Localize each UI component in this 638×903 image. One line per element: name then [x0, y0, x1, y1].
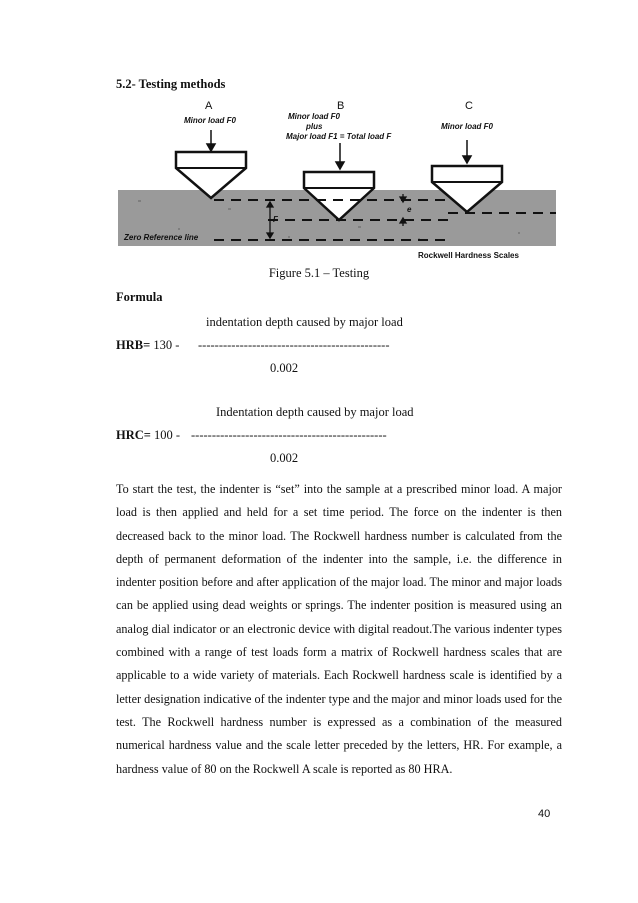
hrc-label: HRC= [116, 428, 151, 442]
label-c-desc: Minor load F0 [441, 122, 493, 131]
label-e: e [407, 205, 412, 214]
label-a-desc: Minor load F0 [184, 116, 236, 125]
rockwell-test-figure [118, 96, 556, 266]
hrb-formula-line [116, 338, 179, 353]
label-f: F [273, 215, 278, 224]
hrc-fraction-bar: ----------------------------------------------- [191, 428, 387, 442]
scales-label: Rockwell Hardness Scales [418, 251, 519, 260]
section-heading: 5.2- Testing methods [116, 77, 226, 91]
zero-reference-label: Zero Reference line [124, 233, 199, 242]
label-c: C [465, 100, 473, 112]
label-b-desc3: Major load F1 = Total load F [286, 132, 392, 141]
hrc-denominator: 0.002 [270, 451, 299, 465]
hrc-numerator: Indentation depth caused by major load [216, 405, 414, 419]
hrc-formula-line [116, 428, 180, 443]
hrb-numerator: indentation depth caused by major load [206, 315, 403, 329]
label-b: B [337, 100, 345, 112]
page-number: 40 [538, 808, 551, 820]
hrb-label: HRB= [116, 338, 151, 352]
formula-title: Formula [116, 290, 163, 304]
label-a: A [205, 100, 213, 112]
hrc-prefix: 100 - [150, 428, 181, 442]
label-b-desc2: plus [306, 122, 323, 131]
body-paragraph: To start the test, the indenter is “set” into the sample at a prescribed minor load. A major load is then applied and held for a set time period. The force on the indenter is then decreased back to the minor load. The Rockwell hardness number is calculated from the depth of permanent deformation of the indenter into the sample, i.e. the difference in indenter position before and after application of the major load. The minor and major loads can be applied using dead weights or springs. The indenter position is measured using an analog dial indicator or an electronic device with digital readout.The various indenter types combined with a range of test loads form a matrix of Rockwell hardness scales that are applicable to a wide variety of materials. Each Rockwell hardness scale is identified by a letter designation indicative of the indenter type and the major and minor loads used for the test. The Rockwell hardness number is expressed as a combination of the measured numerical hardness value and the scale letter preceded by the letters, HR. For example, a hardness value of 80 on the Rockwell A scale is reported as 80 HRA. [116, 482, 562, 776]
hrb-prefix: 130 - [150, 338, 180, 352]
hrb-fraction-bar: ---------------------------------------------- [198, 338, 390, 352]
figure-caption: Figure 5.1 – Testing [268, 266, 370, 280]
label-b-desc1: Minor load F0 [288, 112, 340, 121]
hrb-denominator: 0.002 [270, 361, 299, 375]
